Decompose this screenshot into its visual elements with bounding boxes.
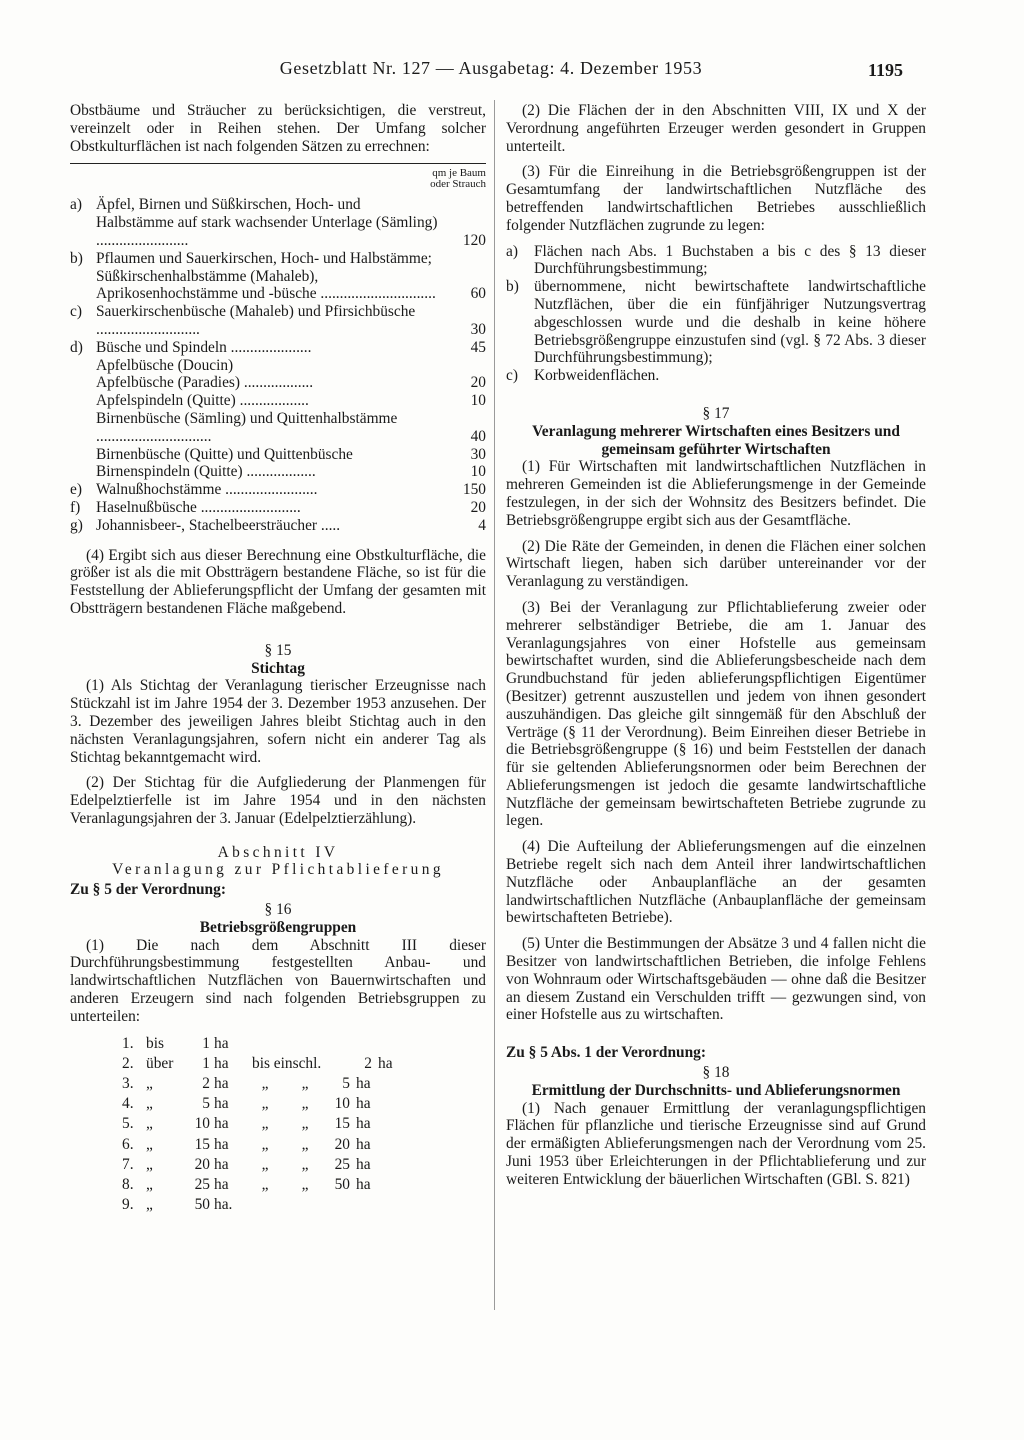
list-item: 7. „ 20 ha „ „ 25 ha: [122, 1155, 371, 1173]
section-17-paragraph-5: (5) Unter die Bestimmungen der Absätze 3 und 4 fallen nicht die Besitzer von landwirtschaftlichen Betrieben, die infolge Fehlens von Wohnraum oder Wirtschaftsgebäuden — ohne daß die Besitzer an diesem Zustand ein Verschulden trifft — gezwungen sind, von einer Hofstelle aus zu wirtschaften.: [506, 935, 926, 1024]
list-item: 5. „ 10 ha „ „ 15 ha: [122, 1115, 371, 1133]
section-15-paragraph-2: (2) Der Stichtag für die Aufgliederung der Planmengen für Edelpelztierfelle ist im Jahre 1954 und in den nächsten Veranlagungsjahren der 3. Januar (Edelpelztierzählung).: [70, 774, 486, 827]
section-17-paragraph-1: (1) Für Wirtschaften mit landwirtschaftlichen Nutzflächen in mehreren Gemeinden ist die Ablieferungsmenge in der Gemeinde festzulegen, in der sich der Wohnsitz des Besitzers befindet. Die Betriebsgrößengruppe ergibt sich aus der Gesamtfläche.: [506, 458, 926, 529]
table-row: [70, 446, 486, 464]
row-text: Haselnußbüsche ..........................: [96, 498, 301, 516]
row-value: 10: [470, 392, 486, 410]
running-head: Gesetzblatt Nr. 127 — Ausgabetag: 4. Dezember 1953: [279, 58, 703, 78]
row-mark: [70, 446, 96, 464]
row-mark: a): [70, 196, 82, 214]
left-column: [70, 102, 486, 1215]
section-16-paragraph-2: (2) Die Flächen der in den Abschnitten VIII, IX und X der Verordnung angeführten Erzeuger werden gesondert in Gruppen unterteilt.: [506, 102, 926, 155]
row-mark: [70, 357, 96, 375]
section-17-title: Veranlagung mehrerer Wirtschaften eines Besitzers und gemeinsam geführter Wirtschaften: [532, 422, 900, 458]
row-text: Johannisbeer-, Stachelbeersträucher .....: [96, 516, 341, 534]
right-column: [506, 102, 926, 1197]
row-mark: [70, 463, 96, 481]
row-value: 20: [470, 374, 486, 392]
list-item: 6. „ 15 ha „ „ 20 ha: [122, 1135, 371, 1153]
row-text: Birnenbüsche (Quitte) und Quittenbüsche: [96, 445, 353, 463]
section-16-number: § 16: [264, 901, 292, 919]
list-item: 8. „ 25 ha „ „ 50 ha: [122, 1176, 371, 1194]
row-text: Büsche und Spindeln .....................: [96, 338, 312, 356]
row-mark: e): [70, 481, 82, 499]
table-row: [70, 339, 486, 357]
section-18-paragraph-1: (1) Nach genauer Ermittlung der veranlagungspflichtigen Flächen für pflanzliche und tierische Erzeugnisse sind auf Grund der ermäßigten Ablieferungsmengen nach der Verordnung vom 25. Juni 1953 über Erleichterungen in der Pflichtablieferung und zur weiteren Entwicklung der bäuerlichen Wirtschaften (GBl. S. 821): [506, 1099, 926, 1188]
row-value: 45: [470, 338, 486, 356]
table-row: [70, 357, 486, 375]
table-row: [70, 499, 486, 517]
table-row: [70, 303, 486, 339]
row-value: 60: [470, 285, 486, 303]
section-17-number: § 17: [702, 404, 730, 422]
section-17-paragraph-3: (3) Bei der Veranlagung zur Pflichtablieferung zweier oder mehrerer selbständiger Betriebe, die am 1. Januar des Veranlagungsjahres von einer Hofstelle aus gemeinsam bewirtschaftet wurden, sind die Ablieferungsbescheide nach dem Grundbuchstand für jeden ablieferungspflichtigen Eigentümer (Besitzer) getrennt auszustellen und jedem von ihnen gesondert auszuhändigen. Das gleiche gilt sinngemäß für den Abschluß der Verträge (§ 11 der Verordnung). Beim Einreihen dieser Betriebe in die Betriebsgrößengruppe (§ 16) und beim Feststellen der danach für sie geltenden Ablieferungsnormen oder beim Berechnen der Ablieferungsmengen ist jedoch die gesamte landwirtschaftliche Nutzfläche der gemeinsam bewirtschafteten Betriebe zugrunde zu legen.: [506, 598, 926, 830]
list-item: 2. über 1 ha bis einschl. 2 ha: [122, 1054, 393, 1072]
row-text: Birnenbüsche (Sämling) und Quittenhalbstämme ..............................: [96, 409, 398, 445]
zu-paragraph-5: Zu § 5 der Verordnung:: [70, 881, 226, 899]
row-value: 120: [462, 231, 486, 249]
row-value: 20: [470, 498, 486, 516]
row-mark: f): [70, 498, 81, 516]
list-item: b) übernommene, nicht bewirtschaftete landwirtschaftliche Nutzflächen, über die ein fünfjähriger Nutzungsvertrag abgeschlossen wurde und die deshalb in keine höhere Betriebsgrößengruppe einzustufen sind (vgl. § 72 Abs. 3 dieser Durchführungsbestimmung);: [506, 278, 926, 367]
row-text: Apfelbüsche (Doucin): [96, 356, 234, 374]
list-item: a) Flächen nach Abs. 1 Buchstaben a bis c des § 13 dieser Durchführungsbestimmung;: [506, 242, 926, 278]
column-divider: [494, 100, 495, 1310]
list-item: 1. bis 1 ha: [122, 1034, 229, 1052]
table-header-line-1: qm je Baum: [432, 167, 486, 180]
row-text: Äpfel, Birnen und Süßkirschen, Hoch- und Halbstämme auf stark wachsender Unterlage (Sämling) ........................: [96, 196, 438, 249]
table-row: [70, 196, 486, 249]
row-mark: c): [70, 303, 82, 321]
table-row: [70, 410, 486, 446]
obst-table: [70, 196, 486, 534]
table-row: [70, 374, 486, 392]
row-mark: [70, 392, 96, 410]
row-value: 4: [478, 516, 486, 534]
row-text: Apfelbüsche (Paradies) ..................: [96, 374, 314, 392]
table-row: [70, 463, 486, 481]
section-17-paragraph-2: (2) Die Räte der Gemeinden, in denen die Flächen einer solchen Wirtschaft liegen, haben sich darüber untereinander vor der Veranlagung zu verständigen.: [506, 537, 926, 591]
section-15-number: § 15: [264, 641, 292, 659]
page-number: 1195: [868, 60, 904, 80]
list-item: c) Korbweidenflächen.: [506, 367, 660, 385]
table-row: [70, 392, 486, 410]
row-value: 40: [470, 427, 486, 445]
row-mark: g): [70, 516, 83, 534]
section-16-paragraph-3: (3) Für die Einreihung in die Betriebsgrößengruppen ist der Gesamtumfang der landwirtschaftlichen Nutzfläche des betreffenden landwirtschaftlichen Betriebes ausschließlich folgender Nutzflächen zugrunde zu legen:: [506, 163, 926, 234]
paragraph-4: (4) Ergibt sich aus dieser Berechnung eine Obstkulturfläche, die größer ist als die mit Obstträgern bestandene Fläche, so ist für die Feststellung der Ablieferungspflicht der Umfang der gesamten mit Obstträgern bestandenen Fläche maßgebend.: [70, 546, 486, 617]
table-header: [70, 163, 486, 190]
list-item: 4. „ 5 ha „ „ 10 ha: [122, 1095, 371, 1113]
section-15-paragraph-1: (1) Als Stichtag der Veranlagung tierischer Erzeugnisse nach Stückzahl ist im Jahre 1954 der 3. Dezember 1953 anzusehen. Der 3. Dezember des jeweiligen Jahres bleibt Stichtag auch in den nächsten Veranlagungsjahren, sofern nicht ein anderer Tag als Stichtag bekanntgemacht wird.: [70, 677, 486, 766]
row-value: 150: [462, 481, 486, 499]
table-row: [70, 481, 486, 499]
list-item: 9. „ 50 ha.: [122, 1196, 233, 1214]
section-17-paragraph-4: (4) Die Aufteilung der Ablieferungsmengen auf die einzelnen Betriebe regelt sich nach dem Anteil ihrer landwirtschaftlichen Nutzfläche oder Anbauplanfläche an der gesamten landwirtschaftlichen Nutzfläche (Anbauplanfläche der gemeinsam bewirtschafteten Betriebe).: [506, 838, 926, 927]
row-mark: b): [70, 249, 83, 267]
table-header-line-2: oder Strauch: [430, 178, 486, 191]
abschnitt-title: Veranlagung zur Pflichtablieferung: [112, 861, 444, 879]
section-18-title: Ermittlung der Durchschnitts- und Ablieferungsnormen: [531, 1081, 901, 1099]
size-groups-list: [122, 1034, 486, 1216]
row-text: Walnußhochstämme ........................: [96, 481, 318, 499]
section-16-paragraph-1: (1) Die nach dem Abschnitt III dieser Durchführungsbestimmung festgestellten Anbau- und landwirtschaftlichen Nutzflächen von Bauernwirtschaften und anderen Erzeugern sind nach folgenden Betriebsgruppen zu unterteilen:: [70, 936, 486, 1025]
table-row: [70, 517, 486, 535]
table-row: [70, 250, 486, 303]
row-mark: [70, 410, 96, 446]
row-mark: [70, 374, 96, 392]
intro-paragraph: Obstbäume und Sträucher zu berücksichtigen, die verstreut, vereinzelt oder in Reihen stehen. Der Umfang solcher Obstkulturflächen ist nach folgenden Sätzen zu errechnen:: [70, 102, 486, 155]
row-value: 30: [470, 320, 486, 338]
list-item: 3. „ 2 ha „ „ 5 ha: [122, 1075, 371, 1093]
row-value: 30: [470, 445, 486, 463]
row-text: Birnenspindeln (Quitte) ..................: [96, 463, 316, 481]
section-15-title: Stichtag: [251, 659, 305, 677]
row-text: Apfelspindeln (Quitte) ..................: [96, 392, 309, 410]
row-mark: d): [70, 338, 83, 356]
section-16-title: Betriebsgrößengruppen: [199, 918, 357, 936]
row-value: 10: [470, 463, 486, 481]
section-18-number: § 18: [702, 1064, 730, 1082]
row-text: Pflaumen und Sauerkirschen, Hoch- und Halbstämme; Süßkirschenhalbstämme (Mahaleb), Aprikosenhochstämme und -büsche ..............................: [96, 249, 436, 303]
abschnitt-heading: Abschnitt IV: [217, 843, 339, 861]
zu-paragraph-5-abs-1: Zu § 5 Abs. 1 der Verordnung:: [506, 1044, 706, 1062]
row-text: Sauerkirschenbüsche (Mahaleb) und Pfirsichbüsche ...........................: [96, 303, 416, 338]
